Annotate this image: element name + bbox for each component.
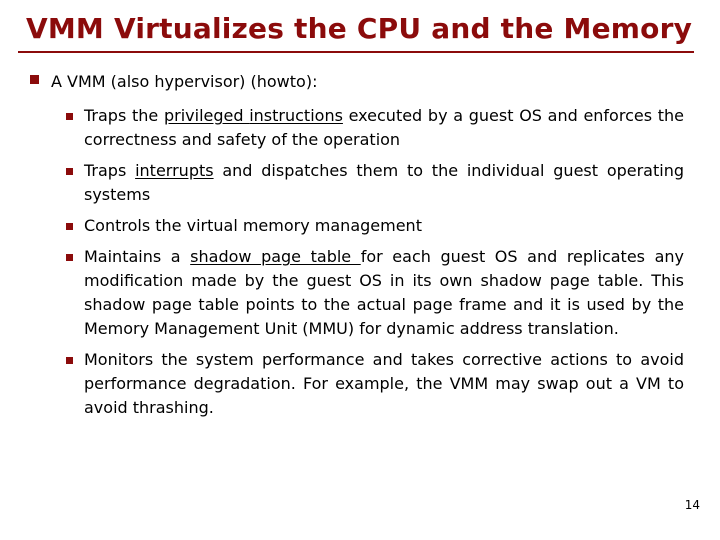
instructions-term-link[interactable]: instructions	[249, 106, 343, 125]
interrupts-term-link[interactable]: interrupts	[135, 161, 214, 180]
sub-bullet-item	[64, 348, 684, 420]
square-bullet-icon	[30, 75, 39, 84]
page-number: 14	[684, 498, 700, 512]
bullet-text: Maintains a	[84, 247, 191, 266]
sub-bullet-item	[64, 214, 684, 238]
sub-bullet-item	[64, 245, 684, 341]
bullet-text: Traps the	[84, 106, 164, 125]
title-divider	[18, 51, 694, 53]
square-bullet-icon	[66, 223, 73, 230]
sub-bullet-item	[64, 159, 684, 207]
bullet-text: Traps	[84, 161, 136, 180]
sub-bullet-item	[64, 104, 684, 152]
shadow-page-table-term-link[interactable]: shadow page table	[190, 247, 361, 266]
bullet-text: and dispatches them to the individual guest operating systems	[84, 161, 685, 204]
bullet-text: Monitors the system performance and takes corrective actions to avoid performance degradation. For example, the VMM may swap out a VM to avoid thrashing.	[84, 350, 684, 417]
slide-title: VMM Virtualizes the CPU and the Memory	[26, 12, 693, 45]
square-bullet-icon	[66, 113, 73, 120]
square-bullet-icon	[66, 254, 73, 261]
bullet-text: Controls the virtual memory management	[84, 216, 422, 235]
sub-bullet-list	[64, 104, 684, 420]
privileged-term-link[interactable]: privileged	[163, 106, 250, 125]
bullet-text: for each guest OS and replicates any modification made by the guest OS in its own shadow page table. This shadow page table points to the actual page frame and it is used by the Memory Management Unit (MMU) for dynamic address translation.	[84, 247, 684, 338]
main-bullet-text: A VMM (also hypervisor) (howto):	[51, 72, 318, 91]
square-bullet-icon	[66, 357, 73, 364]
square-bullet-icon	[66, 168, 73, 175]
bullet-text: executed by a guest OS and enforces the correctness and safety of the operation	[84, 106, 685, 149]
